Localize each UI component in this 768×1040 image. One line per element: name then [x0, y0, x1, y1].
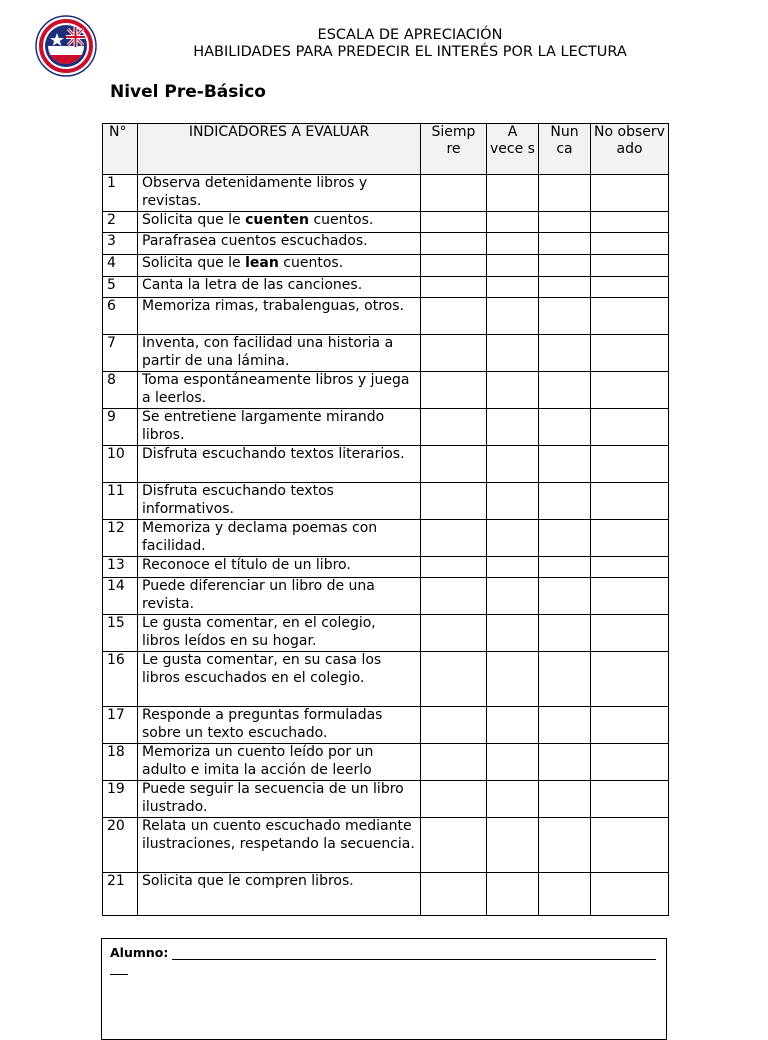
cell-a-veces[interactable]: [487, 409, 539, 446]
header-nunca: Nun ca: [539, 124, 591, 175]
indicator-text: Se entretiene largamente mirando libros.: [142, 409, 385, 443]
row-number: 12: [103, 520, 138, 557]
row-number: 18: [103, 744, 138, 781]
student-name-line-continued: [110, 974, 128, 975]
cell-siempre[interactable]: [421, 781, 487, 818]
indicator-text: Inventa, con facilidad una historia a partir de una lámina.: [142, 335, 394, 369]
header-siempre: Siemp re: [421, 124, 487, 175]
cell-a-veces[interactable]: [487, 298, 539, 335]
indicator-text: Disfruta escuchando textos informativos.: [142, 483, 334, 517]
cell-nunca[interactable]: [539, 409, 591, 446]
cell-siempre[interactable]: [421, 578, 487, 615]
cell-nunca[interactable]: [539, 175, 591, 212]
indicator-text: Responde a preguntas formuladas sobre un texto escuchado.: [142, 707, 383, 741]
cell-a-veces[interactable]: [487, 255, 539, 277]
cell-nunca[interactable]: [539, 873, 591, 916]
cell-no-observado[interactable]: [591, 818, 669, 873]
table-row: [103, 707, 669, 744]
cell-no-observado[interactable]: [591, 335, 669, 372]
indicator-text: Toma espontáneamente libros y juega a leerlos.: [142, 372, 410, 406]
document-title: [110, 27, 710, 61]
row-indicator: [138, 277, 421, 298]
cell-nunca[interactable]: [539, 578, 591, 615]
cell-siempre[interactable]: [421, 409, 487, 446]
row-number: 8: [103, 372, 138, 409]
cell-a-veces[interactable]: [487, 818, 539, 873]
cell-siempre[interactable]: [421, 298, 487, 335]
cell-no-observado[interactable]: [591, 615, 669, 652]
row-indicator: [138, 818, 421, 873]
cell-no-observado[interactable]: [591, 744, 669, 781]
indicator-text: Parafrasea cuentos escuchados.: [142, 233, 368, 249]
cell-siempre[interactable]: [421, 873, 487, 916]
indicator-emphasis: cuenten: [245, 212, 310, 228]
table-row: [103, 212, 669, 233]
header-no-observado: No observ ado: [591, 124, 669, 175]
row-indicator: [138, 255, 421, 277]
indicator-text: Canta la letra de las canciones.: [142, 277, 363, 293]
row-number: 20: [103, 818, 138, 873]
cell-siempre[interactable]: [421, 372, 487, 409]
row-indicator: [138, 744, 421, 781]
cell-no-observado[interactable]: [591, 255, 669, 277]
row-number: 21: [103, 873, 138, 916]
cell-siempre[interactable]: [421, 233, 487, 255]
level-heading: Nivel Pre-Básico: [110, 82, 266, 102]
cell-a-veces[interactable]: [487, 372, 539, 409]
row-number: 16: [103, 652, 138, 707]
row-number: 4: [103, 255, 138, 277]
row-indicator: [138, 298, 421, 335]
header-a-veces: A vece s: [487, 124, 539, 175]
cell-no-observado[interactable]: [591, 578, 669, 615]
cell-nunca[interactable]: [539, 781, 591, 818]
table-row: [103, 409, 669, 446]
row-number: 9: [103, 409, 138, 446]
indicator-text: Solicita que le compren libros.: [142, 873, 354, 889]
school-logo-icon: [35, 15, 97, 77]
cell-nunca[interactable]: [539, 372, 591, 409]
cell-no-observado[interactable]: [591, 520, 669, 557]
table-row: [103, 372, 669, 409]
indicator-text: Le gusta comentar, en su casa los libros escuchados en el colegio.: [142, 652, 382, 686]
row-indicator: [138, 781, 421, 818]
row-number: 6: [103, 298, 138, 335]
row-number: 7: [103, 335, 138, 372]
indicator-text: Relata un cuento escuchado mediante ilustraciones, respetando la secuencia.: [142, 818, 415, 852]
cell-no-observado[interactable]: [591, 652, 669, 707]
table-row: [103, 744, 669, 781]
cell-no-observado[interactable]: [591, 277, 669, 298]
cell-a-veces[interactable]: [487, 233, 539, 255]
table-row: [103, 446, 669, 483]
row-number: 5: [103, 277, 138, 298]
cell-no-observado[interactable]: [591, 483, 669, 520]
title-line-1: ESCALA DE APRECIACIÓN: [317, 27, 503, 43]
row-number: 1: [103, 175, 138, 212]
cell-siempre[interactable]: [421, 175, 487, 212]
cell-siempre[interactable]: [421, 277, 487, 298]
table-row: [103, 818, 669, 873]
cell-a-veces[interactable]: [487, 557, 539, 578]
row-number: 11: [103, 483, 138, 520]
cell-nunca[interactable]: [539, 744, 591, 781]
cell-no-observado[interactable]: [591, 175, 669, 212]
evaluation-table: [102, 123, 669, 916]
row-number: 17: [103, 707, 138, 744]
cell-siempre[interactable]: [421, 255, 487, 277]
table-row: [103, 335, 669, 372]
table-row: [103, 277, 669, 298]
cell-a-veces[interactable]: [487, 483, 539, 520]
cell-siempre[interactable]: [421, 652, 487, 707]
cell-siempre[interactable]: [421, 212, 487, 233]
row-number: 19: [103, 781, 138, 818]
indicator-text: Memoriza un cuento leído por un adulto e imita la acción de leerlo: [142, 744, 374, 778]
cell-siempre[interactable]: [421, 818, 487, 873]
cell-nunca[interactable]: [539, 233, 591, 255]
cell-nunca[interactable]: [539, 212, 591, 233]
indicator-text: Puede seguir la secuencia de un libro ilustrado.: [142, 781, 404, 815]
indicator-text: Reconoce el título de un libro.: [142, 557, 351, 573]
row-number: 15: [103, 615, 138, 652]
cell-no-observado[interactable]: [591, 557, 669, 578]
cell-a-veces[interactable]: [487, 446, 539, 483]
row-indicator: [138, 335, 421, 372]
cell-siempre[interactable]: [421, 483, 487, 520]
table-row: [103, 615, 669, 652]
cell-nunca[interactable]: [539, 520, 591, 557]
row-indicator: [138, 212, 421, 233]
cell-no-observado[interactable]: [591, 372, 669, 409]
cell-no-observado[interactable]: [591, 781, 669, 818]
indicator-text: Memoriza rimas, trabalenguas, otros.: [142, 298, 404, 314]
cell-siempre[interactable]: [421, 520, 487, 557]
cell-nunca[interactable]: [539, 557, 591, 578]
table-row: [103, 520, 669, 557]
cell-nunca[interactable]: [539, 446, 591, 483]
row-number: 10: [103, 446, 138, 483]
indicator-text: Disfruta escuchando textos literarios.: [142, 446, 405, 462]
row-indicator: [138, 557, 421, 578]
cell-no-observado[interactable]: [591, 409, 669, 446]
cell-siempre[interactable]: [421, 744, 487, 781]
table-row: [103, 483, 669, 520]
cell-a-veces[interactable]: [487, 707, 539, 744]
cell-nunca[interactable]: [539, 615, 591, 652]
cell-a-veces[interactable]: [487, 335, 539, 372]
cell-a-veces[interactable]: [487, 277, 539, 298]
cell-a-veces[interactable]: [487, 520, 539, 557]
table-row: [103, 298, 669, 335]
cell-a-veces[interactable]: [487, 578, 539, 615]
row-number: 14: [103, 578, 138, 615]
cell-nunca[interactable]: [539, 335, 591, 372]
table-header-row: [103, 124, 669, 175]
cell-a-veces[interactable]: [487, 615, 539, 652]
row-number: 13: [103, 557, 138, 578]
row-number: 3: [103, 233, 138, 255]
cell-siempre[interactable]: [421, 446, 487, 483]
indicator-text: Puede diferenciar un libro de una revista.: [142, 578, 375, 612]
cell-nunca[interactable]: [539, 652, 591, 707]
table-row: [103, 233, 669, 255]
table-row: [103, 578, 669, 615]
cell-siempre[interactable]: [421, 615, 487, 652]
table-row: [103, 255, 669, 277]
student-name-line[interactable]: [172, 959, 656, 960]
cell-nunca[interactable]: [539, 483, 591, 520]
cell-nunca[interactable]: [539, 277, 591, 298]
cell-a-veces[interactable]: [487, 652, 539, 707]
row-indicator: [138, 175, 421, 212]
cell-siempre[interactable]: [421, 707, 487, 744]
row-indicator: [138, 615, 421, 652]
cell-nunca[interactable]: [539, 298, 591, 335]
indicator-text: Observa detenidamente libros y revistas.: [142, 175, 368, 209]
indicator-text: Memoriza y declama poemas con facilidad.: [142, 520, 378, 554]
student-label: Alumno:: [110, 945, 169, 960]
header-indicators: INDICADORES A EVALUAR: [138, 124, 421, 175]
row-indicator: [138, 873, 421, 916]
cell-no-observado[interactable]: [591, 707, 669, 744]
row-indicator: [138, 233, 421, 255]
student-box: [101, 938, 667, 1040]
cell-nunca[interactable]: [539, 707, 591, 744]
indicator-emphasis: lean: [245, 255, 279, 271]
cell-no-observado[interactable]: [591, 873, 669, 916]
row-indicator: [138, 372, 421, 409]
title-line-2: HABILIDADES PARA PREDECIR EL INTERÉS POR LA LECTURA: [193, 44, 627, 60]
header-num: N°: [103, 124, 138, 175]
table-row: [103, 652, 669, 707]
cell-a-veces[interactable]: [487, 781, 539, 818]
cell-a-veces[interactable]: [487, 873, 539, 916]
indicator-text: Solicita que le: [142, 255, 246, 271]
table-row: [103, 557, 669, 578]
cell-a-veces[interactable]: [487, 175, 539, 212]
indicator-text: Le gusta comentar, en el colegio, libros leídos en su hogar.: [142, 615, 376, 649]
cell-no-observado[interactable]: [591, 212, 669, 233]
cell-no-observado[interactable]: [591, 233, 669, 255]
cell-nunca[interactable]: [539, 255, 591, 277]
cell-a-veces[interactable]: [487, 744, 539, 781]
row-indicator: [138, 409, 421, 446]
indicator-text-end: cuentos.: [309, 212, 374, 228]
row-indicator: [138, 520, 421, 557]
table-row: [103, 781, 669, 818]
table-row: [103, 175, 669, 212]
row-indicator: [138, 483, 421, 520]
row-indicator: [138, 446, 421, 483]
row-indicator: [138, 652, 421, 707]
table-row: [103, 873, 669, 916]
indicator-text-end: cuentos.: [278, 255, 344, 271]
indicator-text: Solicita que le: [142, 212, 246, 228]
cell-siempre[interactable]: [421, 335, 487, 372]
cell-no-observado[interactable]: [591, 298, 669, 335]
cell-nunca[interactable]: [539, 818, 591, 873]
cell-a-veces[interactable]: [487, 212, 539, 233]
cell-no-observado[interactable]: [591, 446, 669, 483]
cell-siempre[interactable]: [421, 557, 487, 578]
row-indicator: [138, 707, 421, 744]
row-number: 2: [103, 212, 138, 233]
row-indicator: [138, 578, 421, 615]
